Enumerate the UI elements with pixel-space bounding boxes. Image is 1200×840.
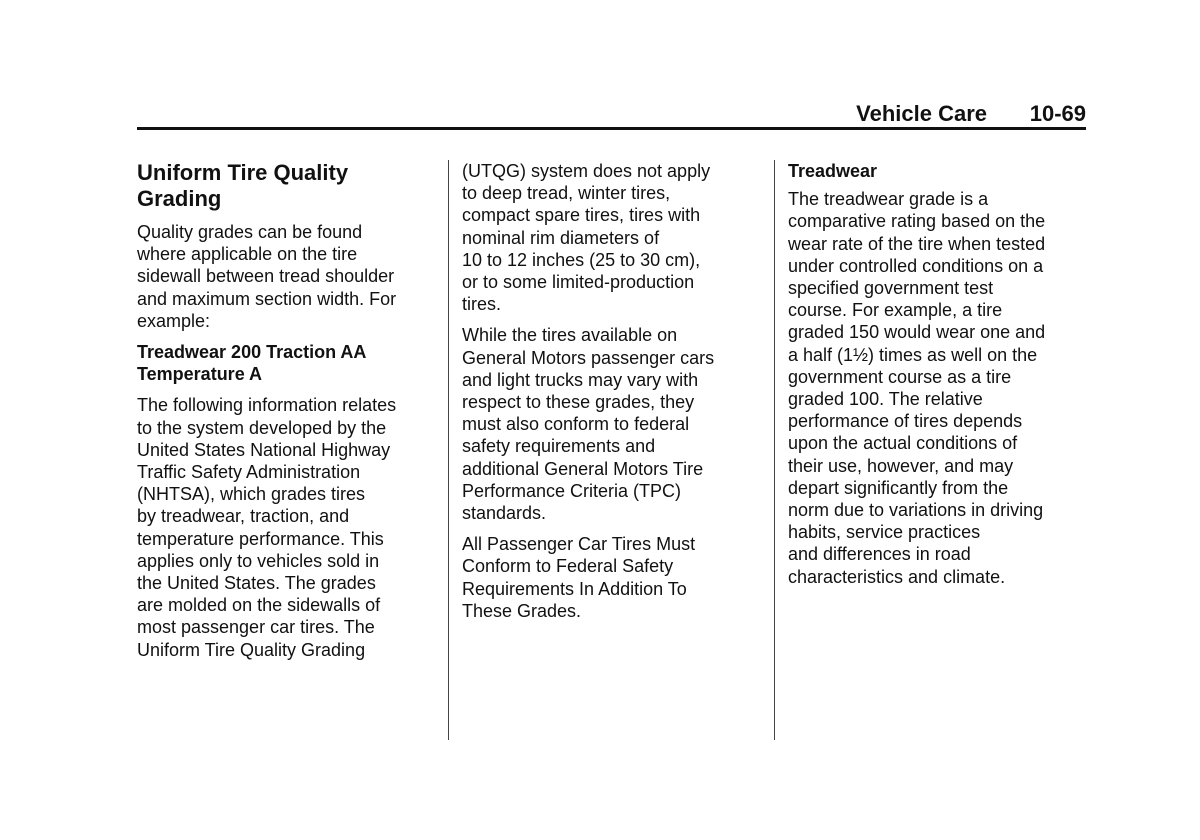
header-rule xyxy=(137,127,1086,130)
paragraph-nhtsa: The following information relates to the system developed by the United States National Highway Traffic Safety Administration (NHTSA), which grades tires by treadwear, traction, and temperature performance. This applies only to vehicles sold in the United States. The grades are molded on the sidewalls of most passenger car tires. The Uniform Tire Quality Grading xyxy=(137,395,397,660)
treadwear-heading: Treadwear xyxy=(788,161,878,181)
page-header xyxy=(137,101,1086,129)
paragraph-utqg-exclusions: (UTQG) system does not apply to deep tread, winter tires, compact spare tires, tires with nominal rim diameters of 10 to 12 inches (25 to 30 cm), or to some limited-production tires. xyxy=(462,161,711,315)
column-3 xyxy=(788,160,1088,597)
section-heading: Uniform Tire Quality Grading xyxy=(137,160,349,211)
paragraph-treadwear: The treadwear grade is a comparative rating based on the wear rate of the tire when tested under controlled conditions on a specified government test course. For example, a tire graded 150 would wear one and a half (1½) times as well on the government course as a tire graded 100. The relative performance of tires depends upon the actual conditions of their use, however, and may depart significantly from the norm due to variations in driving habits, service practices and differences in road characteristics and climate. xyxy=(788,189,1046,587)
paragraph-gm-tires: While the tires available on General Motors passenger cars and light trucks may vary with respect to these grades, they must also conform to federal safety requirements and additional General Motors Tire Performance Criteria (TPC) standards. xyxy=(462,325,715,524)
paragraph-conformance: All Passenger Car Tires Must Conform to Federal Safety Requirements In Addition To These Grades. xyxy=(462,534,696,621)
column-2 xyxy=(462,160,762,631)
grade-example: Treadwear 200 Traction AA Temperature A xyxy=(137,342,367,385)
section-title: Vehicle Care xyxy=(856,101,987,126)
paragraph-quality-grades: Quality grades can be found where applicable on the tire sidewall between tread shoulder and maximum section width. For example: xyxy=(137,222,397,331)
column-divider-2 xyxy=(774,160,775,740)
column-1 xyxy=(137,160,437,670)
page-number: 10-69 xyxy=(1029,101,1086,126)
column-divider-1 xyxy=(448,160,449,740)
